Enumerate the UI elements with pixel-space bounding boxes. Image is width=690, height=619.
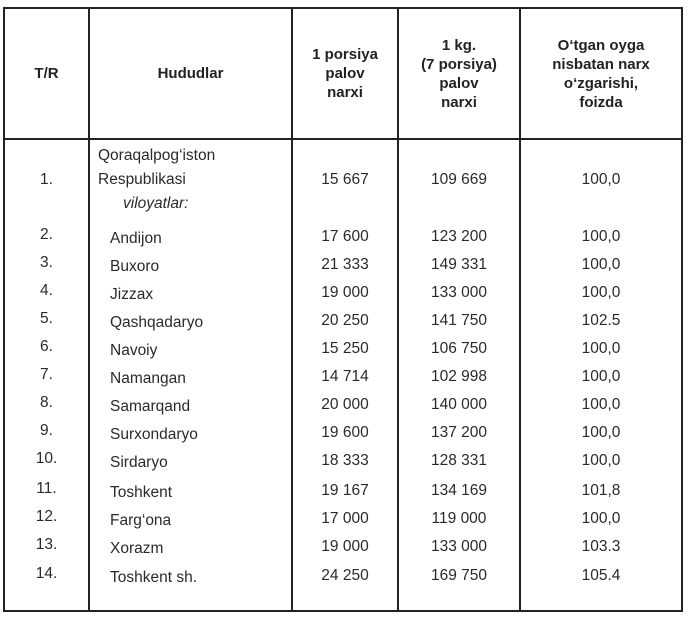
portion-price: 21 333 <box>321 256 369 273</box>
portion-price: 19 000 <box>321 284 369 301</box>
price-change: 100,0 <box>581 256 621 273</box>
header-region-label: Hududlar <box>157 65 224 82</box>
row-number: 11. <box>36 480 57 497</box>
kg-price: 149 331 <box>430 256 488 273</box>
row-number: 9. <box>40 422 53 439</box>
portion-price: 14 714 <box>321 368 369 385</box>
kg-price: 140 000 <box>430 396 488 413</box>
header-change <box>521 9 681 138</box>
price-change: 100,0 <box>581 452 621 469</box>
price-change: 100,0 <box>581 284 621 301</box>
portion-price: 17 600 <box>321 228 369 245</box>
price-change: 102.5 <box>581 312 621 329</box>
header-line: 1 kg. <box>441 36 477 54</box>
region-name-line2: Respublikasi <box>98 171 186 188</box>
kg-price: 109 669 <box>430 171 488 188</box>
kg-price: 169 750 <box>430 567 488 584</box>
subheading-viloyatlar: viloyatlar: <box>123 195 189 212</box>
kg-price: 141 750 <box>430 312 488 329</box>
region-name: Namangan <box>110 370 186 387</box>
row-number: 8. <box>40 394 53 411</box>
region-name: Buxoro <box>110 258 160 275</box>
row-number: 10. <box>35 450 58 467</box>
price-change: 100,0 <box>581 228 621 245</box>
kg-price: 123 200 <box>430 228 488 245</box>
portion-price: 19 600 <box>321 424 369 441</box>
kg-price: 137 200 <box>430 424 488 441</box>
price-change: 105.4 <box>581 567 621 584</box>
portion-price: 20 250 <box>321 312 369 329</box>
price-change: 100,0 <box>581 171 621 188</box>
region-name: Samarqand <box>110 398 191 415</box>
row-number: 6. <box>40 338 53 355</box>
header-line: foizda <box>579 93 623 111</box>
region-name: Andijon <box>110 230 162 247</box>
region-name: Qashqadaryo <box>110 314 204 331</box>
row-number: 4. <box>40 282 53 299</box>
kg-price: 119 000 <box>431 510 487 527</box>
portion-price: 20 000 <box>321 396 369 413</box>
kg-price: 134 169 <box>430 482 488 499</box>
price-change: 100,0 <box>581 424 621 441</box>
header-line: 1 porsiya <box>312 46 378 63</box>
row-number: 1. <box>40 171 53 188</box>
header-divider <box>5 138 681 140</box>
region-name-line1: Qoraqalpog‘iston <box>98 147 216 164</box>
portion-price: 24 250 <box>321 567 369 584</box>
price-change: 100,0 <box>581 510 621 527</box>
region-name: Toshkent <box>110 484 173 501</box>
region-name: Xorazm <box>110 540 164 557</box>
row-number: 7. <box>40 366 53 383</box>
row-number: 5. <box>40 310 53 327</box>
region-name: Navoiy <box>110 342 158 359</box>
row-number: 2. <box>40 226 53 243</box>
header-line: narxi <box>327 84 363 101</box>
header-tr <box>5 9 88 138</box>
kg-price: 133 000 <box>430 284 488 301</box>
price-change: 103.3 <box>581 538 621 555</box>
row-number: 13. <box>35 536 58 553</box>
header-line: O‘tgan oyga <box>557 36 645 54</box>
header-line: palov <box>325 65 365 82</box>
portion-price: 18 333 <box>321 452 369 469</box>
header-line: narxi <box>441 93 477 111</box>
price-change: 100,0 <box>581 396 621 413</box>
kg-price: 128 331 <box>430 452 488 469</box>
kg-price: 106 750 <box>430 340 488 357</box>
kg-price: 102 998 <box>430 368 488 385</box>
portion-price: 19 167 <box>321 482 369 499</box>
kg-price: 133 000 <box>430 538 488 555</box>
row-number: 3. <box>40 254 53 271</box>
price-change: 101,8 <box>581 482 621 499</box>
price-change: 100,0 <box>581 340 621 357</box>
row-number: 14. <box>35 565 58 582</box>
palov-price-table <box>3 7 683 612</box>
region-name: Farg‘ona <box>110 512 172 529</box>
header-line: palov <box>439 74 479 92</box>
portion-price: 15 250 <box>321 340 369 357</box>
region-name: Jizzax <box>110 286 154 303</box>
price-change: 100,0 <box>581 368 621 385</box>
region-name: Toshkent sh. <box>110 569 198 586</box>
header-portion-price <box>293 9 397 138</box>
header-line: nisbatan narx <box>552 55 650 73</box>
header-region <box>90 9 291 138</box>
header-line: (7 porsiya) <box>421 55 497 73</box>
row-number: 12. <box>35 508 58 525</box>
header-line: o‘zgarishi, <box>563 74 639 92</box>
portion-price: 19 000 <box>321 538 369 555</box>
region-name: Sirdaryo <box>110 454 168 471</box>
header-tr-label: T/R <box>34 65 59 82</box>
region-name: Surxondaryo <box>110 426 198 443</box>
portion-price: 17 000 <box>321 510 369 527</box>
header-kg-price <box>399 9 519 138</box>
portion-price: 15 667 <box>321 171 369 188</box>
